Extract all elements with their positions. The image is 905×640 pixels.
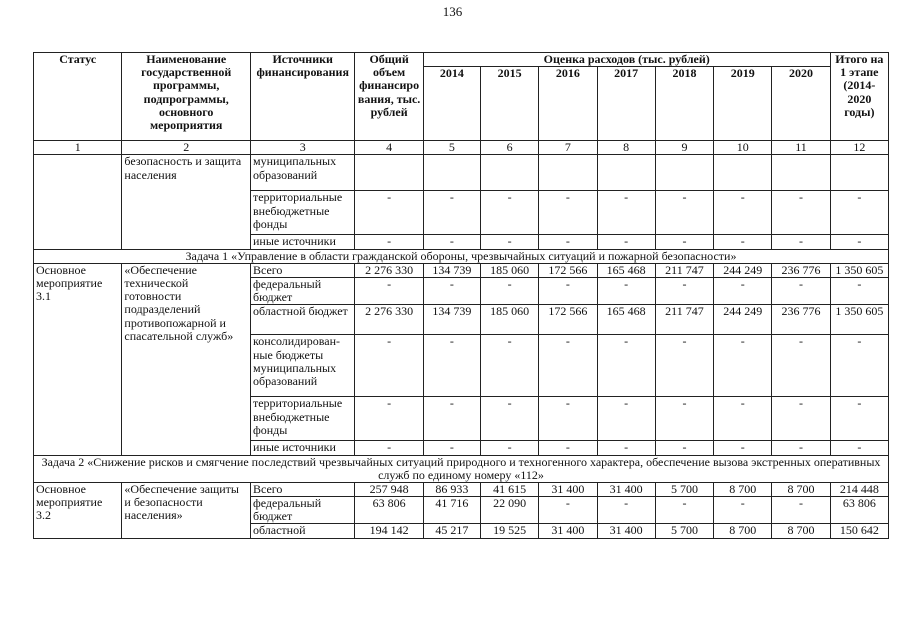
value-cell: - xyxy=(655,335,713,397)
value-cell: - xyxy=(539,235,597,249)
task-heading: Задача 1 «Управление в области гражданской обороны, чрезвычайных ситуаций и пожарной безопасности» xyxy=(34,249,889,263)
header-sources: Источники финансирования xyxy=(250,53,354,141)
status-cell xyxy=(34,155,122,249)
column-number: 10 xyxy=(714,141,772,155)
value-cell: 86 933 xyxy=(423,482,480,496)
value-cell: - xyxy=(714,441,772,455)
value-cell: - xyxy=(772,335,830,397)
value-cell: 172 566 xyxy=(539,263,597,277)
value-cell: - xyxy=(355,277,423,304)
value-cell: 172 566 xyxy=(539,305,597,335)
value-cell: - xyxy=(423,397,480,441)
source-cell: муниципальных образований xyxy=(250,155,354,191)
value-cell: - xyxy=(355,191,423,235)
status-cell: Основное мероприятие 3.2 xyxy=(34,482,122,538)
value-cell xyxy=(772,155,830,191)
source-cell: территориальные внебюджетные фонды xyxy=(250,397,354,441)
budget-table xyxy=(33,52,889,539)
value-cell: 5 700 xyxy=(655,482,713,496)
column-number: 12 xyxy=(830,141,888,155)
value-cell: - xyxy=(655,235,713,249)
value-cell: - xyxy=(655,497,713,524)
value-cell: - xyxy=(597,277,655,304)
page-number: 136 xyxy=(442,4,463,19)
value-cell: - xyxy=(830,235,888,249)
header-program-name: Наименование государственной программы, подпрограммы, основного мероприятия xyxy=(122,53,251,141)
value-cell: 2 276 330 xyxy=(355,263,423,277)
column-number-row xyxy=(34,141,889,155)
value-cell: - xyxy=(539,191,597,235)
value-cell: - xyxy=(539,397,597,441)
value-cell: - xyxy=(830,441,888,455)
value-cell: - xyxy=(655,277,713,304)
value-cell xyxy=(655,155,713,191)
program-name-cell: безопасность и защита населения xyxy=(122,155,251,249)
value-cell: - xyxy=(772,235,830,249)
value-cell: 8 700 xyxy=(772,524,830,538)
value-cell: - xyxy=(772,191,830,235)
value-cell: - xyxy=(597,191,655,235)
value-cell: - xyxy=(481,277,539,304)
value-cell: 236 776 xyxy=(772,305,830,335)
value-cell: 194 142 xyxy=(355,524,423,538)
source-cell: иные источники xyxy=(250,235,354,249)
value-cell: - xyxy=(355,235,423,249)
program-name-cell: «Обеспечение защиты и безопасности населения» xyxy=(122,482,251,538)
value-cell: 31 400 xyxy=(597,482,655,496)
value-cell: 31 400 xyxy=(539,524,597,538)
value-cell: - xyxy=(539,441,597,455)
column-number: 7 xyxy=(539,141,597,155)
value-cell: - xyxy=(714,497,772,524)
value-cell: 45 217 xyxy=(423,524,480,538)
task-row xyxy=(34,249,889,263)
header-year: 2018 xyxy=(655,67,713,141)
header-year: 2020 xyxy=(772,67,830,141)
value-cell: - xyxy=(481,335,539,397)
table-row xyxy=(34,482,889,496)
value-cell: 31 400 xyxy=(539,482,597,496)
value-cell: 244 249 xyxy=(714,263,772,277)
value-cell: 214 448 xyxy=(830,482,888,496)
value-cell: - xyxy=(597,335,655,397)
source-cell: иные источники xyxy=(250,441,354,455)
value-cell: - xyxy=(772,397,830,441)
value-cell: - xyxy=(655,441,713,455)
value-cell: 211 747 xyxy=(655,305,713,335)
header-year: 2014 xyxy=(423,67,480,141)
value-cell: 165 468 xyxy=(597,305,655,335)
value-cell: - xyxy=(423,441,480,455)
header-year: 2015 xyxy=(481,67,539,141)
value-cell xyxy=(355,155,423,191)
value-cell: 31 400 xyxy=(597,524,655,538)
column-number: 3 xyxy=(250,141,354,155)
value-cell: - xyxy=(423,277,480,304)
value-cell: - xyxy=(481,441,539,455)
value-cell: - xyxy=(539,335,597,397)
value-cell: 63 806 xyxy=(830,497,888,524)
column-number: 9 xyxy=(655,141,713,155)
value-cell xyxy=(539,155,597,191)
value-cell: - xyxy=(830,397,888,441)
value-cell: - xyxy=(830,191,888,235)
value-cell: - xyxy=(481,397,539,441)
source-cell: Всего xyxy=(250,263,354,277)
value-cell: - xyxy=(423,335,480,397)
header-status: Статус xyxy=(34,53,122,141)
value-cell: - xyxy=(830,277,888,304)
value-cell: - xyxy=(597,235,655,249)
value-cell: 134 739 xyxy=(423,263,480,277)
value-cell: 244 249 xyxy=(714,305,772,335)
value-cell: 41 716 xyxy=(423,497,480,524)
value-cell: - xyxy=(539,497,597,524)
task-heading: Задача 2 «Снижение рисков и смягчение последствий чрезвычайных ситуаций природного и техногенного характера, обеспечение вызова экстренных оперативных служб по единому номеру «112» xyxy=(34,455,889,482)
source-cell: Всего xyxy=(250,482,354,496)
value-cell: - xyxy=(714,277,772,304)
value-cell: - xyxy=(655,191,713,235)
value-cell: - xyxy=(714,235,772,249)
value-cell xyxy=(597,155,655,191)
value-cell: 1 350 605 xyxy=(830,263,888,277)
table-row xyxy=(34,155,889,191)
value-cell xyxy=(423,155,480,191)
value-cell: - xyxy=(539,277,597,304)
value-cell: 2 276 330 xyxy=(355,305,423,335)
header-stage-total: Итого на 1 этапе (2014-2020 годы) xyxy=(830,53,888,141)
value-cell xyxy=(714,155,772,191)
value-cell: - xyxy=(597,397,655,441)
source-cell: территориальные внебюджетные фонды xyxy=(250,191,354,235)
value-cell: - xyxy=(597,441,655,455)
value-cell: 165 468 xyxy=(597,263,655,277)
column-number: 1 xyxy=(34,141,122,155)
column-number: 11 xyxy=(772,141,830,155)
value-cell: - xyxy=(481,191,539,235)
value-cell: 1 350 605 xyxy=(830,305,888,335)
column-number: 8 xyxy=(597,141,655,155)
value-cell: 185 060 xyxy=(481,305,539,335)
value-cell: - xyxy=(597,497,655,524)
value-cell: 22 090 xyxy=(481,497,539,524)
value-cell: 19 525 xyxy=(481,524,539,538)
source-cell: консолидирован- ные бюджеты муниципальных образований xyxy=(250,335,354,397)
value-cell: - xyxy=(481,235,539,249)
status-cell: Основное мероприятие 3.1 xyxy=(34,263,122,455)
column-number: 4 xyxy=(355,141,423,155)
value-cell xyxy=(830,155,888,191)
value-cell: 134 739 xyxy=(423,305,480,335)
value-cell: 8 700 xyxy=(714,482,772,496)
value-cell: 185 060 xyxy=(481,263,539,277)
task-row xyxy=(34,455,889,482)
value-cell: - xyxy=(714,335,772,397)
value-cell: - xyxy=(423,235,480,249)
value-cell: 257 948 xyxy=(355,482,423,496)
column-number: 2 xyxy=(122,141,251,155)
value-cell: - xyxy=(355,335,423,397)
value-cell: 41 615 xyxy=(481,482,539,496)
header-estimate: Оценка расходов (тыс. рублей) xyxy=(423,53,830,67)
value-cell: 150 642 xyxy=(830,524,888,538)
value-cell: 8 700 xyxy=(714,524,772,538)
value-cell: - xyxy=(830,335,888,397)
value-cell: 211 747 xyxy=(655,263,713,277)
value-cell: 63 806 xyxy=(355,497,423,524)
value-cell xyxy=(481,155,539,191)
value-cell: - xyxy=(772,497,830,524)
header-year: 2016 xyxy=(539,67,597,141)
value-cell: 8 700 xyxy=(772,482,830,496)
value-cell: - xyxy=(772,441,830,455)
source-cell: областной бюджет xyxy=(250,305,354,335)
source-cell: федеральный бюджет xyxy=(250,497,354,524)
value-cell: - xyxy=(423,191,480,235)
header-total: Общий объем финансиро вания, тыс. рублей xyxy=(355,53,423,141)
value-cell: - xyxy=(714,397,772,441)
value-cell: - xyxy=(714,191,772,235)
header-year: 2019 xyxy=(714,67,772,141)
table-row xyxy=(34,263,889,277)
value-cell: 236 776 xyxy=(772,263,830,277)
value-cell: 5 700 xyxy=(655,524,713,538)
source-cell: федеральный бюджет xyxy=(250,277,354,304)
source-cell: областной xyxy=(250,524,354,538)
header-year: 2017 xyxy=(597,67,655,141)
program-name-cell: «Обеспечение технической готовности подразделений противопожарной и спасательной служб» xyxy=(122,263,251,455)
column-number: 5 xyxy=(423,141,480,155)
value-cell: - xyxy=(772,277,830,304)
value-cell: - xyxy=(355,397,423,441)
value-cell: - xyxy=(355,441,423,455)
column-number: 6 xyxy=(481,141,539,155)
value-cell: - xyxy=(655,397,713,441)
